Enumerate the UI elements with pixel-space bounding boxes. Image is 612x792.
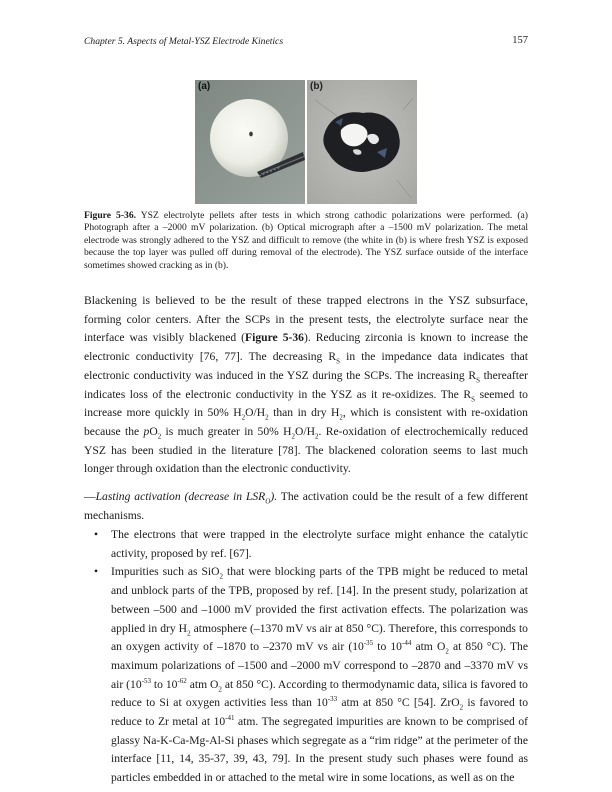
paragraph-lasting-activation (84, 488, 528, 525)
figure-5-36 (195, 80, 417, 204)
superscript: -53 (141, 676, 151, 685)
superscript: -35 (363, 639, 374, 648)
subscript: O (265, 497, 271, 506)
text-run: ). Reducing zirconia is known to increase the electronic conductivity [76, 77]. The decreasing R (84, 331, 529, 364)
superscript: -44 (401, 639, 412, 648)
text-run: atm. The segregated impurities are known to be comprised of glassy Na-K-Ca-Mg-Al-Si phases which segregate as a “rim ridge” at the perimeter of the interface [11, 14, 35-37, 39, 43, 79]. In the present study such phases were found as particles embedded in or attached to the metal wire in some locations, as well as on the (111, 715, 529, 785)
list-item (84, 526, 528, 563)
figure-reference: Figure 5-36 (245, 331, 304, 345)
text-run: atm O (411, 640, 446, 654)
subscript: S (476, 376, 480, 385)
italic-run: p (143, 424, 150, 438)
text-run: O/H (295, 424, 315, 438)
mechanism-list (84, 526, 528, 788)
text-run: . Re-oxidation of electrochemically reduced YSZ has been studied in the literature [78]. The blackened coloration seems to last much longer through oxidation than the electronic conductivity. (84, 424, 528, 476)
text-run: at 850 °C). The maximum polarizations of –1500 and –2000 mV correspond to –2870 and –3370 mV vs air (10 (111, 640, 528, 691)
em-dash: — (84, 490, 96, 503)
text-run: in the impedance data indicates that electronic conductivity was induced in the YSZ during the SCPs. The increasing R (84, 350, 528, 382)
text-run: is much greater in 50% H (161, 424, 292, 438)
subscript: 2 (291, 432, 296, 441)
panel-a-label: (a) (198, 81, 211, 92)
ysz-pellet-photo (195, 80, 305, 204)
superscript: -33 (327, 695, 338, 704)
text-run: seemed to increase more quickly in 50% H (84, 387, 528, 420)
text-run: at 850 °C). According to thermodynamic data, silica is favored to reduce to Si at oxygen activities less than 10 (111, 677, 528, 710)
text-run: to 10 (150, 677, 178, 691)
bullet-marker: • (94, 528, 99, 541)
text-run: atm O (186, 677, 219, 691)
text-run: The electrons that were trapped in the electrolyte surface might enhance the catalytic activity, proposed by ref. [67]. (111, 528, 528, 560)
text-run: O (149, 424, 158, 438)
subscript: 2 (265, 413, 269, 422)
paragraph-blackening (84, 292, 528, 479)
text-run: Blackening is believed to be the result of these trapped electrons in the YSZ subsurface, forming color centers. After the SCPs in the present tests, the electrolyte surface near the interface was visibly blackened ( (84, 294, 528, 345)
superscript: -62 (177, 676, 187, 685)
subscript: 2 (459, 703, 464, 712)
page-number: 157 (512, 35, 528, 46)
panel-b-label: (b) (310, 81, 323, 92)
text-run: Impurities such as SiO (111, 565, 220, 579)
ysz-micrograph (307, 80, 417, 204)
subscript: 2 (219, 572, 224, 581)
subscript: S (471, 394, 476, 403)
text-run: to 10 (373, 640, 402, 654)
bullet-marker: • (94, 565, 99, 579)
caption-label: Figure 5-36. (84, 210, 137, 221)
text-run: atm at 850 °C [54]. ZrO (337, 696, 460, 710)
running-header (84, 36, 528, 50)
subscript: 2 (445, 647, 449, 656)
figure-panel-b (307, 80, 417, 204)
subscript: 2 (187, 628, 191, 637)
figure-panel-a (195, 80, 305, 204)
subscript: 2 (218, 684, 222, 693)
text-run: atmosphere (–1370 mV vs air at 850 °C). Therefore, this corresponds to an oxygen activity of –1870 to –2370 mV vs air (10 (111, 621, 528, 654)
text-run: O/H (245, 406, 266, 420)
subscript: 2 (241, 413, 246, 422)
caption-text: YSZ electrolyte pellets after tests in which strong cathodic polarizations were performed. (a) Photograph after a –2000 mV polarization. (b) Optical micrograph after a –1500 mV polarization. The metal electrode was strongly adhered to the YSZ and difficult to remove (the white in (b) is where fresh YSZ is exposed because the top layer was pulled off during removal of the electrode). The YSZ surface outside of the interface sometimes showed cracking as in (b). (84, 210, 528, 271)
text-run: that were blocking parts of the TPB might be reduced to metal and unblock parts of the TPB, proposed by ref. [14]. In the present study, polarization at between –500 and –1000 mV provided the first activation effects. The polarization was applied in dry H (111, 565, 528, 635)
subscript: 2 (157, 432, 162, 441)
subscript: S (336, 357, 341, 366)
text-run: is favored to reduce to Zr metal at 10 (111, 696, 528, 729)
text-run: , which is consistent with re-oxidation because the (84, 406, 528, 438)
subscript: 2 (314, 432, 319, 441)
chapter-title: Chapter 5. Aspects of Metal-YSZ Electrode Kinetics (84, 36, 284, 47)
text-run: than in dry H (268, 406, 340, 420)
superscript: -41 (225, 714, 235, 723)
text-run: The activation could be the result of a few different mechanisms. (84, 490, 528, 522)
text-run: ). (270, 490, 278, 503)
list-item (84, 563, 528, 787)
subscript: 2 (339, 413, 343, 422)
figure-caption (84, 210, 528, 272)
text-run: thereafter indicates loss of the electronic conductivity in the YSZ as it re-oxidizes. The R (84, 368, 528, 401)
text-run: Lasting activation (decrease in LSR (95, 490, 266, 503)
italic-heading (95, 490, 278, 506)
